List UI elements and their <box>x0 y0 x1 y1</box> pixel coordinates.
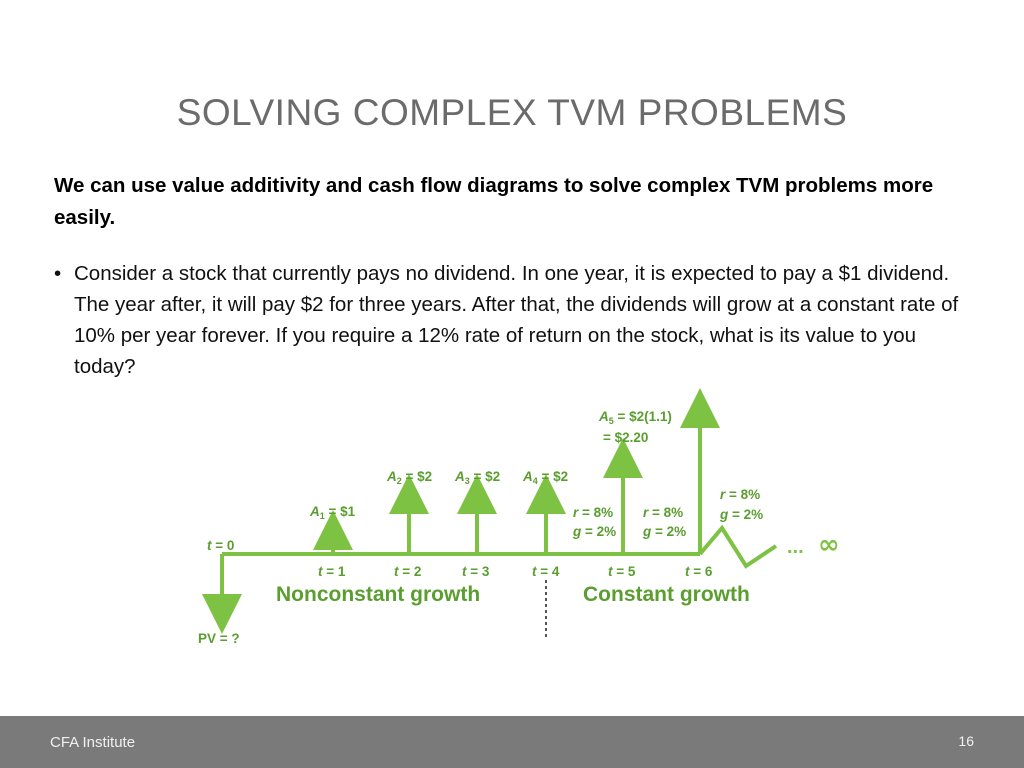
cashflow-label-5-line1: $A_5$ = $2(1.1) <box>599 409 672 426</box>
rate-r-2: r = 8% <box>643 505 684 520</box>
infinity-symbol: ∞ <box>818 530 840 560</box>
bullet-dot: • <box>54 262 62 285</box>
cashflow-label-4: $A_4$ = $2 <box>523 469 569 486</box>
slide-title: SOLVING COMPLEX TVM PROBLEMS <box>176 92 848 133</box>
bullet-text: Consider a stock that currently pays no dividend. In one year, it is expected to pay a $1 dividend. The year after, it will pay $2 for three years. After that, the dividends will grow at a constant rate of 10% per year forever. If you require a 12% rate of return on the stock, what is its value to you today? <box>74 262 959 378</box>
time-label-2: t = 2 <box>394 564 422 579</box>
t0-label: t = 0 <box>207 538 235 553</box>
rate-g-2: g = 2% <box>643 524 687 539</box>
timeline-break-zigzag <box>700 528 776 566</box>
cashflow-label-2: $A_2$ = $2 <box>387 469 433 486</box>
cashflow-label-1: $A_1$ = $1 <box>310 504 356 521</box>
time-label-4: t = 4 <box>532 564 560 579</box>
phase-label-constant: Constant growth <box>583 583 750 606</box>
phase-label-nonconstant: Nonconstant growth <box>276 583 481 606</box>
footer-bar <box>0 716 1024 768</box>
footer-org: CFA Institute <box>50 734 136 751</box>
rate-r-1: r = 8% <box>573 505 614 520</box>
rate-r-3: r = 8% <box>720 487 761 502</box>
time-label-6: t = 6 <box>685 564 713 579</box>
pv-label: PV = ? <box>198 631 240 646</box>
rate-g-1: g = 2% <box>573 524 617 539</box>
cashflow-label-5-line2: = $2.20 <box>603 430 649 445</box>
time-label-1: t = 1 <box>318 564 346 579</box>
ellipsis: ... <box>787 536 804 558</box>
lead-text: We can use value additivity and cash flow diagrams to solve complex TVM problems more easily. <box>54 174 934 229</box>
time-label-3: t = 3 <box>462 564 490 579</box>
rate-g-3: g = 2% <box>720 507 764 522</box>
cashflow-label-3: $A_3$ = $2 <box>455 469 501 486</box>
time-label-5: t = 5 <box>608 564 636 579</box>
page-number: 16 <box>958 733 974 749</box>
